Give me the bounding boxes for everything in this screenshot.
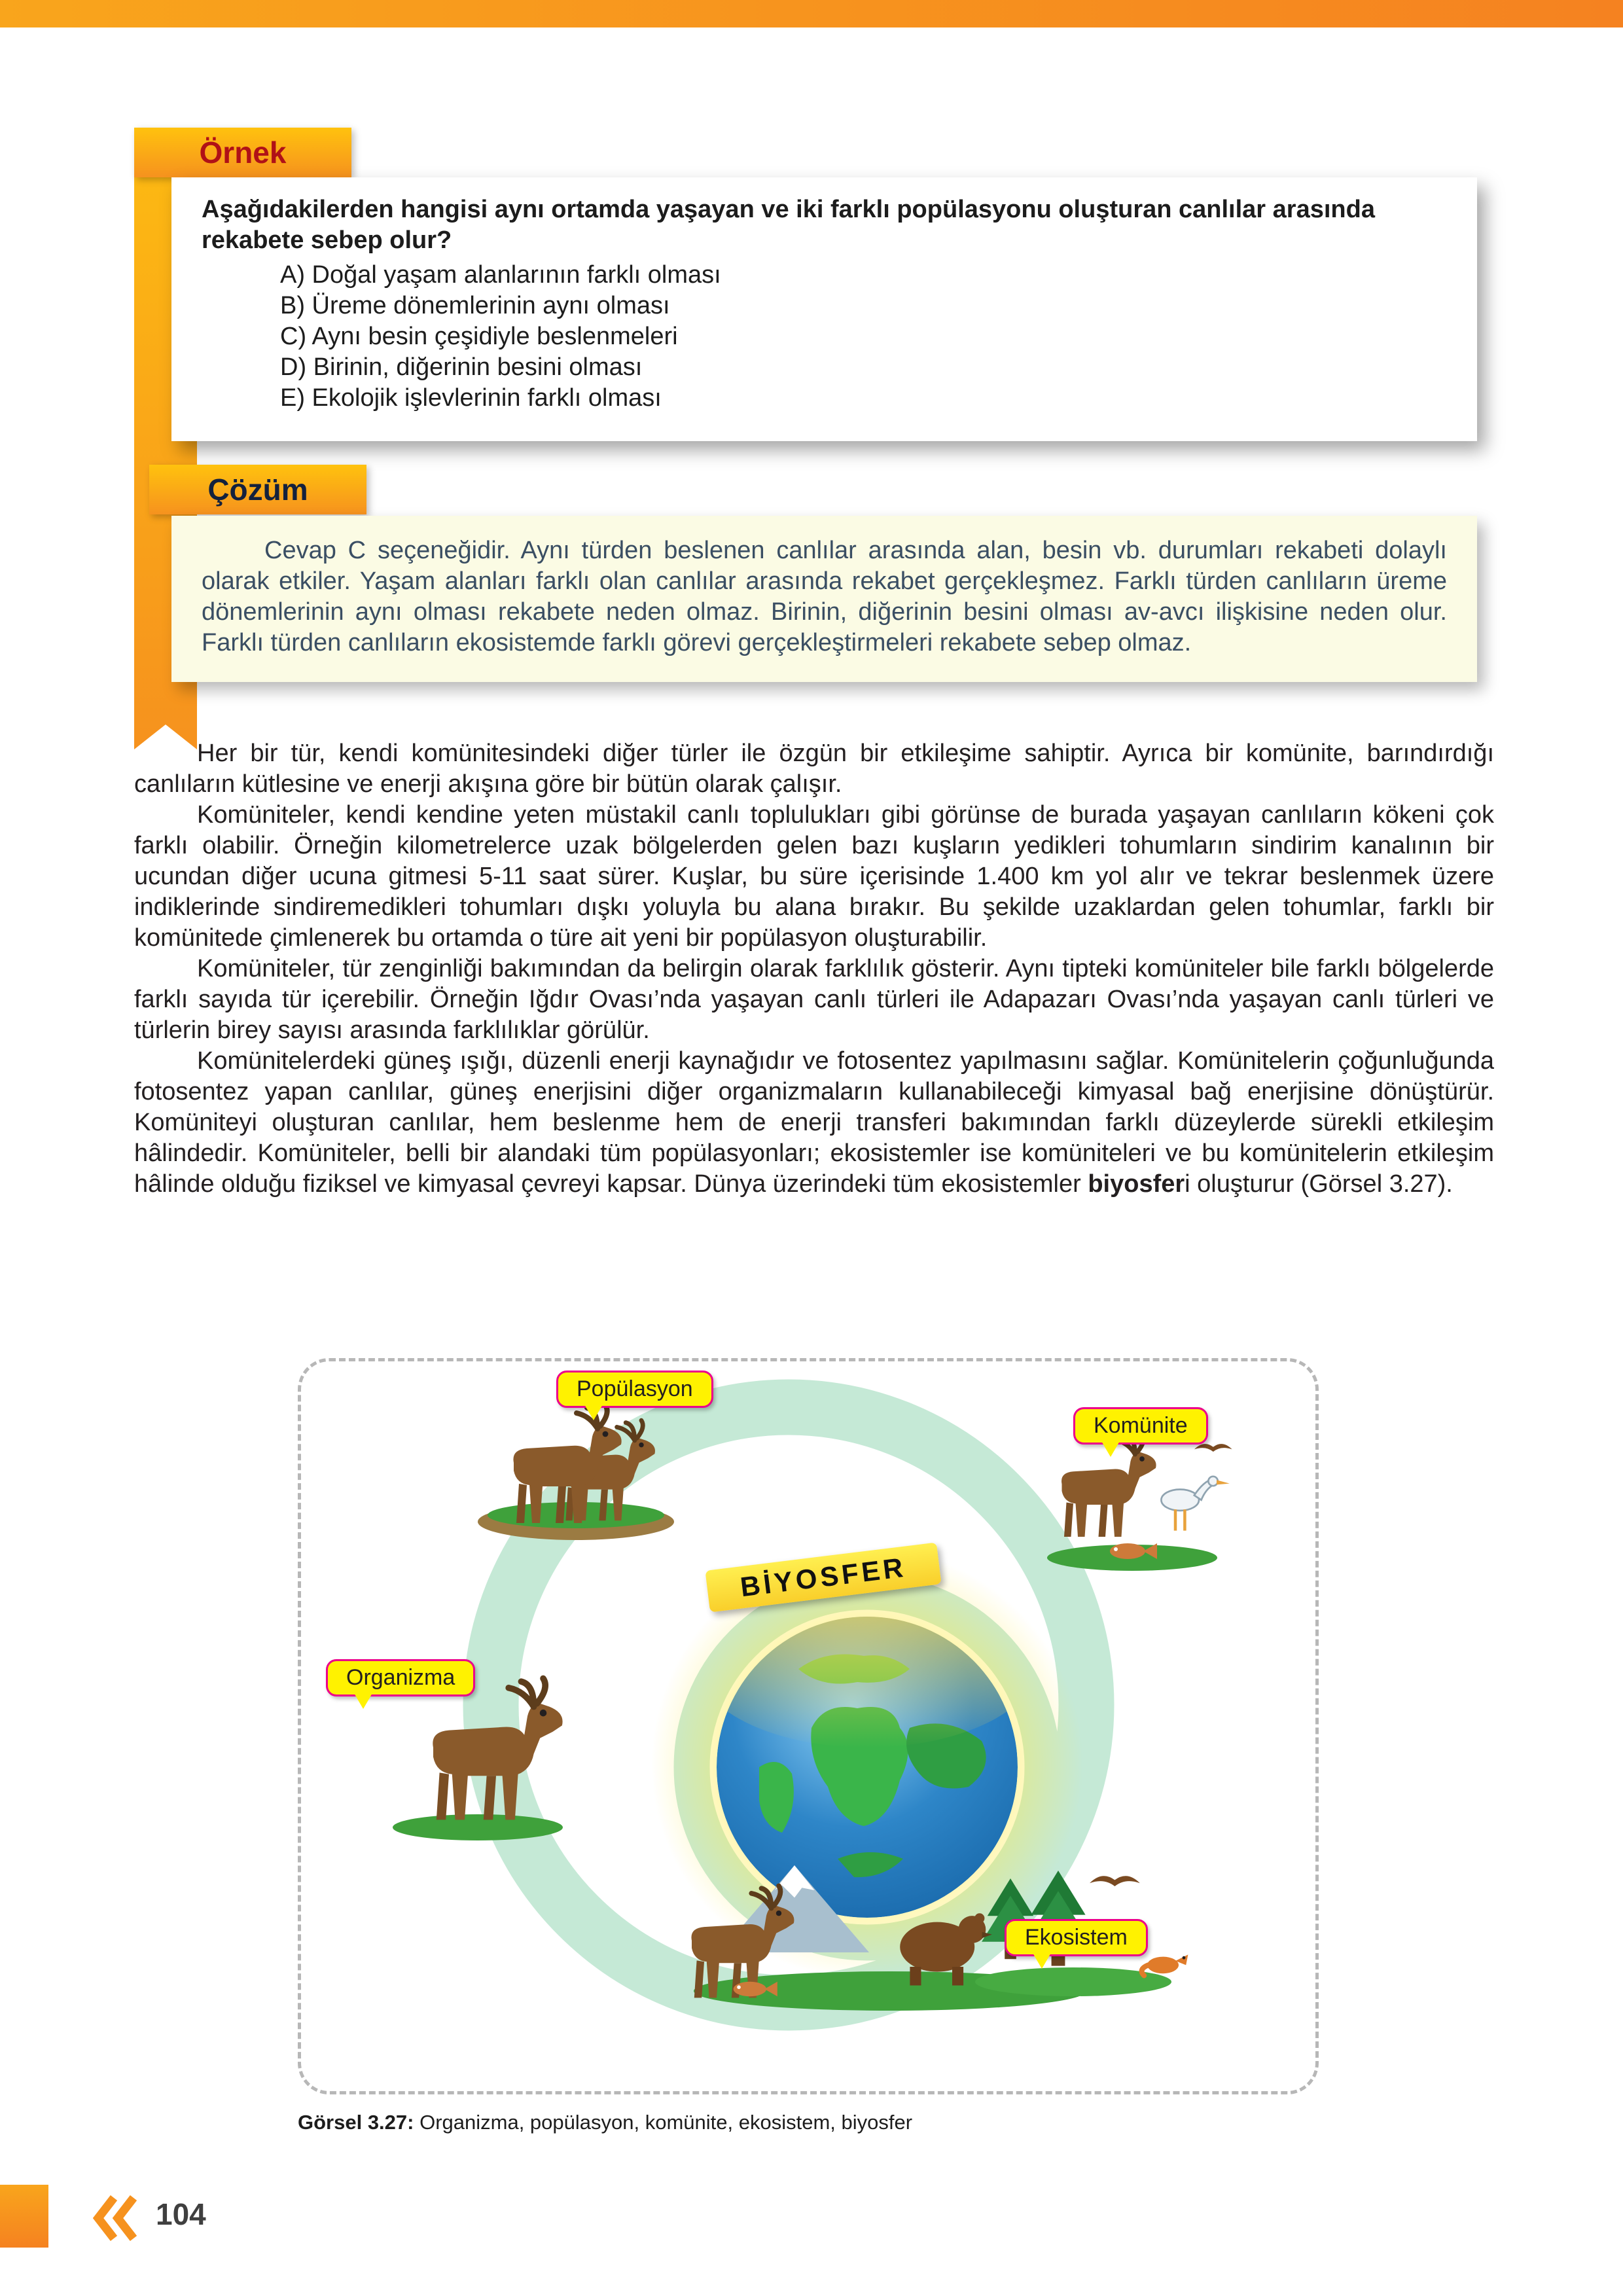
example-tab (134, 128, 351, 177)
top-accent-bar (0, 0, 1623, 27)
label-biyosfer-banner: BİYOSFER (705, 1543, 941, 1613)
biyosfer-bold-term: biyosfer (1088, 1170, 1185, 1198)
body-paragraph-1: Her bir tür, kendi komünitesindeki diğer türler ile özgün bir etkileşime sahiptir. Ayrıca bir komünite, barındırdığı canlıların kütlesine ve enerji akışına göre bir bütün olarak çalışır. (134, 740, 1494, 798)
double-chevron-left-icon (93, 2194, 141, 2242)
label-komunite: Komünite (1073, 1407, 1208, 1444)
solution-tab-label: Çözüm (207, 473, 308, 507)
body-paragraph-3: Komüniteler, tür zenginliği bakımından da belirgin olarak farklılık gösterir. Aynı tipteki komüniteler bile farklı bölgelerde farklı sayıda tür içerebilir. Örneğin Iğdır Ovası’nda yaşayan canlı türleri ile Adapazarı Ovası’nda yaşayan canlı türleri ve türlerin birey sayısı arasında farklılıklar görülür. (134, 955, 1494, 1044)
figure-biyosfer (298, 1358, 1319, 2094)
question-box (171, 177, 1477, 441)
solution-box (171, 516, 1477, 682)
figure-caption (298, 2111, 912, 2134)
question-stem: Aşağıdakilerden hangisi aynı ortamda yaşayan ve iki farklı popülasyonu oluşturan canlılar arasında rekabete sebep olur? (202, 196, 1375, 254)
figure-caption-number: Görsel 3.27: (298, 2111, 414, 2134)
label-ekosistem: Ekosistem (1005, 1919, 1148, 1956)
figure-caption-text: Organizma, popülasyon, komünite, ekosistem, biyosfer (414, 2111, 913, 2134)
footer-accent-block (0, 2185, 48, 2248)
example-tab-label: Örnek (199, 135, 287, 170)
page-number: 104 (156, 2197, 206, 2231)
eagle-illustration (1090, 1876, 1140, 1886)
grass-patch (393, 1814, 563, 1840)
option-d: D) Birinin, diğerinin besini olması (280, 353, 643, 381)
option-c: C) Aynı besin çeşidiyle beslenmeleri (280, 323, 678, 350)
label-organizma: Organizma (326, 1659, 475, 1696)
paragraph-text-before: Komünitelerdeki güneş ışığı, düzenli enerji kaynağıdır ve fotosentez yapılmasını sağlar. Komünitelerin çoğunluğunda fotosentez yapan canlılar, güneş enerjisini diğer organizmaların kullanabileceği kimyasal bağ enerjisine dönüştürür. Komüniteyi oluşturan canlılar, hem beslenme hem de enerji transferi bakımından farklı düzeylerde sürekli etkileşim hâlindedir. Komüniteler, belli bir alandaki tüm popülasyonları; ekosistemler ise komüniteleri ve bu komünitelerin etkileşim hâlinde olduğu fiziksel ve kimyasal çevreyi kapsar. Dünya üzerindeki tüm ekosistemler (134, 1047, 1494, 1198)
option-a: A) Doğal yaşam alanlarının farklı olması (280, 261, 721, 289)
flying-bird-illustration (1194, 1444, 1232, 1452)
fox-illustration (1142, 1954, 1188, 1975)
options-list (202, 260, 1447, 414)
body-text (134, 738, 1494, 1200)
heron-illustration (1161, 1477, 1229, 1531)
paragraph-text-after: i oluşturur (Görsel 3.27). (1185, 1170, 1453, 1198)
solution-text: Cevap C seçeneğidir. Aynı türden beslenen canlılar arasında alan, besin vb. durumları rekabeti dolaylı olarak etkiler. Yaşam alanları farklı olan canlılar arasında rekabet gerçekleşmez. Farklı türden canlıların üreme dönemlerinin aynı olması rekabete neden olmaz. Birinin, diğerinin besini olması av-avcı ilişkisine neden olur. Farklı türden canlıların ekosistemde farklı görevi gerçekleştirmeleri rekabete sebep olmaz. (202, 537, 1447, 656)
figure-illustration (301, 1361, 1315, 2091)
label-populasyon: Popülasyon (556, 1371, 713, 1408)
body-paragraph-2: Komüniteler, kendi kendine yeten müstakil canlı toplulukları gibi görünse de burada yaşayan canlıların kökeni çok farklı olabilir. Örneğin kilometrelerce uzak bölgelerden gelen bazı kuşların yedikleri tohumların sindirim kanalının bir ucundan diğer ucuna gitmesi 5-11 saat sürer. Kuşlar, bu süre içerisinde 1.400 km yol alır ve tekrar beslenmek üzere indiklerinde sindiremedikleri tohumları dışkı yoluyla bu alana bırakır. Bu şekilde uzaklardan gelen tohumlar, farklı bir komünitede çimlenerek bu ortamda o türe ait yeni bir popülasyon oluşturabilir. (134, 801, 1494, 952)
body-paragraph-4 (134, 1046, 1494, 1200)
option-b: B) Üreme dönemlerinin aynı olması (280, 292, 670, 319)
solution-tab (149, 465, 366, 514)
option-e: E) Ekolojik işlevlerinin farklı olması (280, 384, 662, 412)
